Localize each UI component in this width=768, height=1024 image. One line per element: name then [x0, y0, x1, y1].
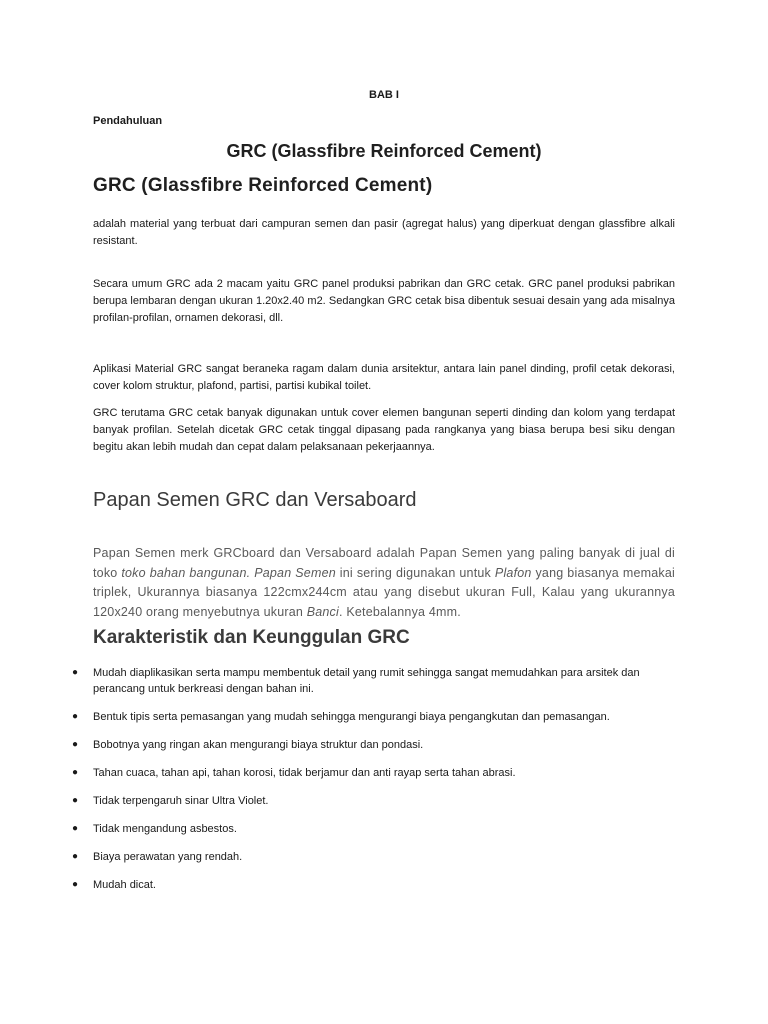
list-item-text: Tidak terpengaruh sinar Ultra Violet.	[93, 795, 269, 807]
list-item-text: Tidak mengandung asbestos.	[93, 823, 237, 835]
paragraph-definition: adalah material yang terbuat dari campuran semen dan pasir (agregat halus) yang diperkuat dengan glassfibre alkali resistant.	[93, 218, 675, 247]
list-item-text: Biaya perawatan yang rendah.	[93, 851, 243, 863]
heading-karakteristik: Karakteristik dan Keunggulan GRC	[93, 627, 410, 648]
papan-text-2: ini sering digunakan untuk	[335, 565, 495, 580]
bullet-list-karakteristik	[70, 665, 678, 905]
papan-emphasis-2: Plafon	[494, 565, 532, 580]
list-item	[70, 821, 678, 837]
paragraph-papan-semen	[93, 544, 675, 622]
bullet-icon: ●	[71, 711, 79, 722]
title-arial: GRC (Glassfibre Reinforced Cement)	[226, 141, 542, 161]
title-calibri: GRC (Glassfibre Reinforced Cement)	[93, 175, 433, 196]
list-item-text: Bentuk tipis serta pemasangan yang mudah sehingga mengurangi biaya pengangkutan dan pemasangan.	[93, 711, 610, 723]
bullet-icon: ●	[71, 823, 79, 834]
list-item-text: Mudah dicat.	[93, 879, 156, 891]
list-item	[70, 709, 678, 725]
list-item	[70, 765, 678, 781]
papan-text-1: Papan Semen merk GRCboard dan Versaboard adalah Papan Semen yang paling banyak di jual di toko	[93, 546, 675, 580]
list-item	[70, 793, 678, 809]
list-item	[70, 849, 678, 865]
list-item-text: Mudah diaplikasikan serta mampu membentuk detail yang rumit sehingga sangat memudahkan para arsitek dan perancang untuk berkreasi dengan bahan ini.	[93, 667, 640, 695]
papan-text-3: yang biasanya memakai triplek, Ukurannya biasanya 122cmx244cm atau yang disebut ukuran Full, Kalau yang ukurannya 120x240 orang menyebutnya ukuran	[93, 565, 675, 619]
list-item-text: Bobotnya yang ringan akan mengurangi biaya struktur dan pondasi.	[93, 739, 424, 751]
heading-papan-semen: Papan Semen GRC dan Versaboard	[93, 489, 417, 511]
list-item	[70, 737, 678, 753]
paragraph-usage: GRC terutama GRC cetak banyak digunakan untuk cover elemen bangunan seperti dinding dan kolom yang terdapat banyak profilan. Setelah dicetak GRC cetak tinggal dipasang pada rangkanya yang biasa berupa besi siku dengan begitu akan lebih mudah dan cepat dalam pelaksanaan pekerjaannya.	[93, 407, 675, 453]
paragraph-types: Secara umum GRC ada 2 macam yaitu GRC panel produksi pabrikan dan GRC cetak. GRC panel produksi pabrikan berupa lembaran dengan ukuran 1.20x2.40 m2. Sedangkan GRC cetak bisa dibentuk sesuai desain yang ada misalnya profilan-profilan, ornamen dekorasi, dll.	[93, 278, 675, 324]
papan-emphasis-3: Banci	[306, 604, 339, 619]
list-item	[70, 877, 678, 893]
bullet-icon: ●	[71, 739, 79, 750]
section-label-pendahuluan: Pendahuluan	[93, 115, 163, 127]
bullet-icon: ●	[71, 767, 79, 778]
list-item-text: Tahan cuaca, tahan api, tahan korosi, tidak berjamur dan anti rayap serta tahan abrasi.	[93, 767, 516, 779]
list-item	[70, 665, 678, 697]
papan-emphasis-1: toko bahan bangunan. Papan Semen	[121, 565, 336, 580]
bullet-icon: ●	[71, 795, 79, 806]
bullet-icon: ●	[71, 851, 79, 862]
bullet-icon: ●	[71, 879, 79, 890]
paragraph-applications: Aplikasi Material GRC sangat beraneka ragam dalam dunia arsitektur, antara lain panel dinding, profil cetak dekorasi, cover kolom struktur, plafond, partisi, partisi kubikal toilet.	[93, 363, 675, 392]
bullet-icon: ●	[71, 667, 79, 678]
chapter-heading: BAB I	[369, 89, 399, 101]
papan-text-4: . Ketebalannya 4mm.	[338, 604, 461, 619]
